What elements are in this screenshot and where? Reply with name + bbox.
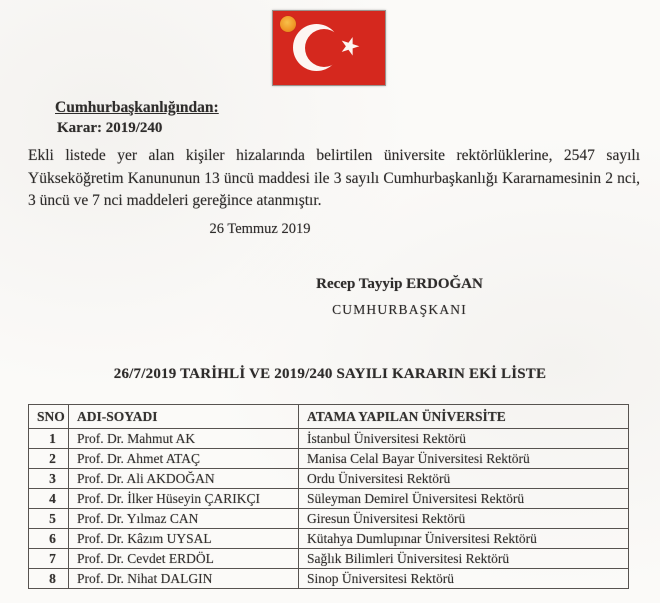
row-university: Giresun Üniversitesi Rektörü [299, 509, 629, 529]
row-sno: 8 [29, 569, 69, 589]
turkish-flag [272, 10, 386, 86]
row-sno: 5 [29, 509, 69, 529]
row-university: Sağlık Bilimleri Üniversitesi Rektörü [299, 549, 629, 569]
row-name: Prof. Dr. Cevdet ERDÖL [69, 549, 299, 569]
decision-number: Karar: 2019/240 [57, 120, 163, 136]
row-sno: 3 [29, 469, 69, 489]
table-row [29, 529, 629, 549]
row-university: Süleyman Demirel Üniversitesi Rektörü [299, 489, 629, 509]
row-name: Prof. Dr. İlker Hüseyin ÇARIKÇI [69, 489, 299, 509]
table-header-row [29, 405, 629, 429]
sun-emblem-icon [280, 16, 296, 32]
row-name: Prof. Dr. Ahmet ATAÇ [69, 449, 299, 469]
row-university: Manisa Celal Bayar Üniversitesi Rektörü [299, 449, 629, 469]
table-row [29, 569, 629, 589]
row-name: Prof. Dr. Yılmaz CAN [69, 509, 299, 529]
row-university: İstanbul Üniversitesi Rektörü [299, 429, 629, 449]
row-name: Prof. Dr. Mahmut AK [69, 429, 299, 449]
table-row [29, 429, 629, 449]
table-row [29, 509, 629, 529]
row-name: Prof. Dr. Kâzım UYSAL [69, 529, 299, 549]
decree-date: 26 Temmuz 2019 [209, 221, 311, 237]
annex-list-title: 26/7/2019 TARİHLİ VE 2019/240 SAYILI KARARIN EKİ LİSTE [113, 366, 547, 382]
table-row [29, 489, 629, 509]
column-header-name: ADI-SOYADI [69, 405, 299, 429]
row-university: Kütahya Dumlupınar Üniversitesi Rektörü [299, 529, 629, 549]
star-icon: ★ [335, 29, 365, 63]
decree-body-paragraph: Ekli listede yer alan kişiler hizalarında belirtilen üniversite rektörlüklerine, 2547 sayılı Yükseköğretim Kanununun 13 üncü maddesi ile 3 sayılı Cumhurbaşkanlığı Kararnamesinin 2 nci, 3 üncü ve 7 nci maddeleri gereğince atanmıştır. [28, 147, 640, 209]
president-name: Recep Tayyip ERDOĞAN [316, 276, 483, 292]
column-header-university: ATAMA YAPILAN ÜNİVERSİTE [299, 405, 629, 429]
row-sno: 1 [29, 429, 69, 449]
column-header-sno: SNO [29, 405, 69, 429]
issuing-authority-heading: Cumhurbaşkanlığından: [55, 99, 219, 116]
signature-block [312, 274, 487, 318]
table-row [29, 469, 629, 489]
row-university: Ordu Üniversitesi Rektörü [299, 469, 629, 489]
row-sno: 6 [29, 529, 69, 549]
appointments-table [28, 404, 629, 589]
president-title: CUMHURBAŞKANI [332, 302, 467, 317]
row-name: Prof. Dr. Ali AKDOĞAN [69, 469, 299, 489]
row-sno: 7 [29, 549, 69, 569]
row-sno: 4 [29, 489, 69, 509]
row-name: Prof. Dr. Nihat DALGIN [69, 569, 299, 589]
row-sno: 2 [29, 449, 69, 469]
table-row [29, 449, 629, 469]
row-university: Sinop Üniversitesi Rektörü [299, 569, 629, 589]
table-row [29, 549, 629, 569]
